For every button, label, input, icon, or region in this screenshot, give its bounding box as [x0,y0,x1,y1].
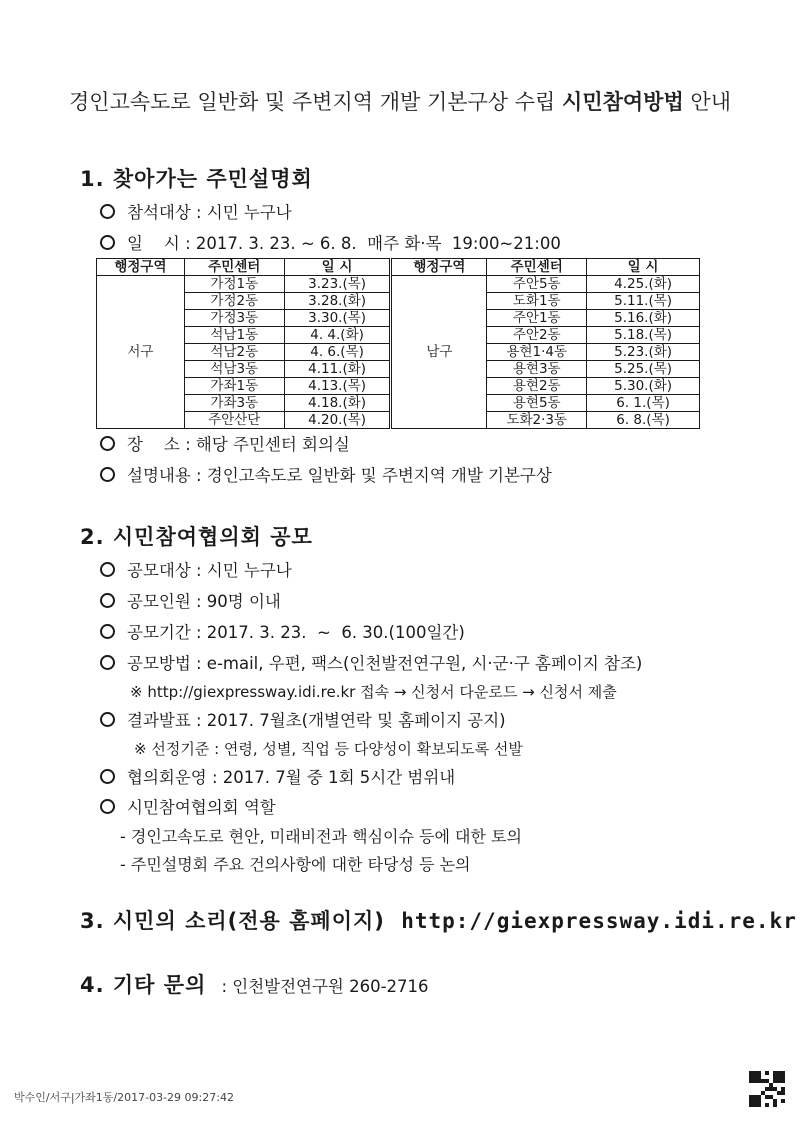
qr-code-icon [749,1071,785,1107]
date-cell: 5.11.(목) [587,293,700,310]
header-district: 행정구역 [97,259,185,276]
district-west: 서구 [97,276,185,429]
circle-bullet-icon [100,467,115,482]
center-cell: 석남1동 [184,327,284,344]
date-cell: 3.23.(목) [284,276,391,293]
section3 [80,905,797,935]
center-cell: 용현3동 [487,361,587,378]
date-cell: 6. 1.(목) [587,395,700,412]
date-cell: 4.25.(화) [587,276,700,293]
homepage-link[interactable]: http://giexpressway.idi.re.kr [401,909,797,933]
date-cell: 4.11.(화) [284,361,391,378]
recruit-period-text: 공모기간 : 2017. 3. 23. ~ 6. 30.(100일간) [127,623,465,642]
center-cell: 가좌1동 [184,378,284,395]
header-district: 행정구역 [391,259,487,276]
table-row [97,276,700,293]
header-center: 주민센터 [184,259,284,276]
recruit-count-text: 공모인원 : 90명 이내 [127,592,281,611]
recruit-method-text: 공모방법 : e-mail, 우편, 팩스(인천발전연구원, 시·군·구 홈페이지 참조) [127,654,643,673]
header-date: 일 시 [587,259,700,276]
center-cell: 가좌3동 [184,395,284,412]
date-cell: 6. 8.(목) [587,412,700,429]
district-south: 남구 [391,276,487,429]
section1-place [100,431,350,455]
center-cell: 주안산단 [184,412,284,429]
center-cell: 주안1동 [487,310,587,327]
content-text: 설명내용 : 경인고속도로 일반화 및 주변지역 개발 기본구상 [127,466,552,485]
center-cell: 가정2동 [184,293,284,310]
schedule-table [96,258,700,429]
recruit-target-text: 공모대상 : 시민 누구나 [127,561,292,580]
role-text: 시민참여협의회 역할 [127,798,276,817]
date-cell: 5.23.(화) [587,344,700,361]
section1-content [100,462,552,486]
section3-heading: 3. 시민의 소리(전용 홈페이지) [80,909,385,933]
circle-bullet-icon [100,712,115,727]
date-cell: 4.13.(목) [284,378,391,395]
circle-bullet-icon [100,624,115,639]
recruit-period [100,619,465,643]
date-text: 일 시 : 2017. 3. 23. ~ 6. 8. 매주 화·목 19:00~21:00 [127,234,561,253]
date-cell: 3.28.(화) [284,293,391,310]
title-part2: 안내 [683,90,731,114]
date-cell: 5.30.(화) [587,378,700,395]
circle-bullet-icon [100,436,115,451]
center-cell: 가정3동 [184,310,284,327]
date-cell: 5.25.(목) [587,361,700,378]
selection-note: ※ 선정기준 : 연령, 성별, 직업 등 다양성이 확보되도록 선발 [134,740,523,758]
title-bold: 시민참여방법 [562,90,684,114]
center-cell: 주안2동 [487,327,587,344]
section4 [80,969,429,999]
date-cell: 4. 4.(화) [284,327,391,344]
center-cell: 도화1동 [487,293,587,310]
date-cell: 5.16.(화) [587,310,700,327]
result-announcement [100,707,506,731]
center-cell: 석남2동 [184,344,284,361]
footer-stamp: 박수인/서구|가좌1동/2017-03-29 09:27:42 [14,1091,234,1104]
center-cell: 가정1동 [184,276,284,293]
date-cell: 5.18.(목) [587,327,700,344]
role-item: - 주민설명회 주요 건의사항에 대한 타당성 등 논의 [120,855,471,874]
section4-heading: 4. 기타 문의 [80,973,207,997]
center-cell: 도화2·3동 [487,412,587,429]
circle-bullet-icon [100,562,115,577]
date-cell: 4.18.(화) [284,395,391,412]
circle-bullet-icon [100,235,115,250]
date-cell: 4.20.(목) [284,412,391,429]
contact-text: : 인천발전연구원 260-2716 [221,977,429,996]
section1-target [100,199,292,223]
place-text: 장 소 : 해당 주민센터 회의실 [127,435,350,454]
title-part1: 경인고속도로 일반화 및 주변지역 개발 기본구상 수립 [69,90,563,114]
date-cell: 3.30.(목) [284,310,391,327]
document-title [0,86,800,116]
role-item: - 경인고속도로 현안, 미래비전과 핵심이슈 등에 대한 토의 [120,827,522,846]
center-cell: 용현1·4동 [487,344,587,361]
recruit-count [100,588,281,612]
circle-bullet-icon [100,655,115,670]
target-text: 참석대상 : 시민 누구나 [127,203,292,222]
circle-bullet-icon [100,799,115,814]
operation-text: 협의회운영 : 2017. 7월 중 1회 5시간 범위내 [127,768,456,787]
center-cell: 주안5동 [487,276,587,293]
section1-date [100,230,561,254]
recruit-method [100,650,642,674]
circle-bullet-icon [100,593,115,608]
method-note: ※ http://giexpressway.idi.re.kr 접속 → 신청서 다운로드 → 신청서 제출 [130,683,617,701]
section1-heading: 1. 찾아가는 주민설명회 [80,167,313,191]
header-date: 일 시 [284,259,391,276]
header-center: 주민센터 [487,259,587,276]
recruit-target [100,557,292,581]
circle-bullet-icon [100,769,115,784]
circle-bullet-icon [100,204,115,219]
center-cell: 용현2동 [487,378,587,395]
center-cell: 용현5동 [487,395,587,412]
table-header-row [97,259,700,276]
section2-heading: 2. 시민참여협의회 공모 [80,525,313,549]
council-role [100,794,276,818]
council-operation [100,764,455,788]
result-text: 결과발표 : 2017. 7월초(개별연락 및 홈페이지 공지) [127,711,506,730]
center-cell: 석남3동 [184,361,284,378]
date-cell: 4. 6.(목) [284,344,391,361]
